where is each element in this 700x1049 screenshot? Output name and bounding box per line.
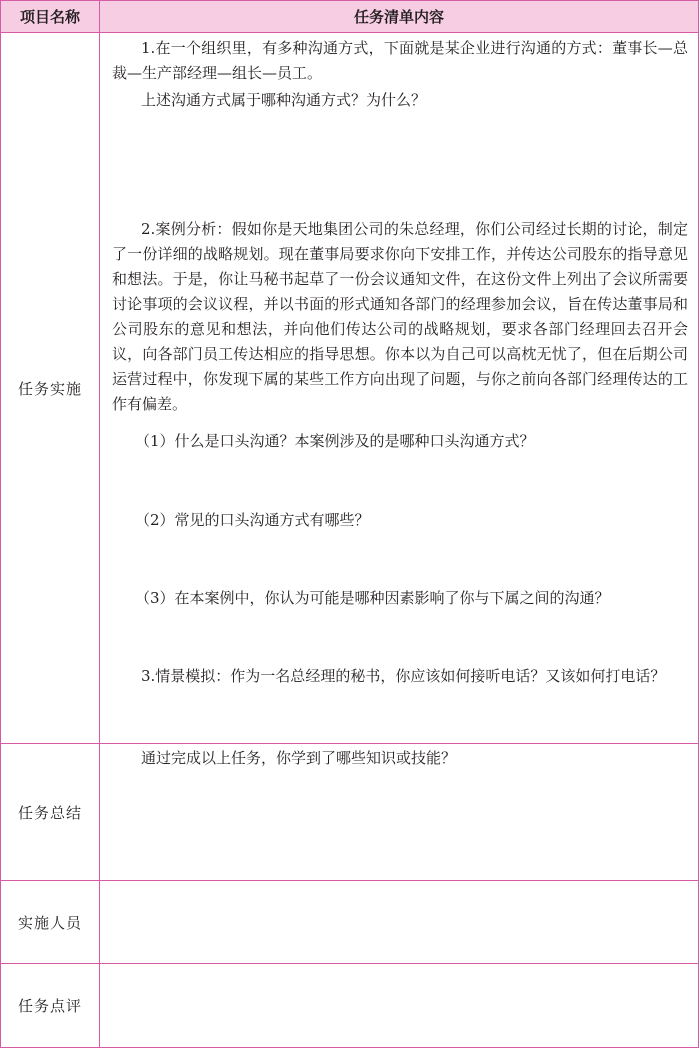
row-summary xyxy=(1,744,699,881)
implementation-content xyxy=(100,33,699,744)
header-project-name: 项目名称 xyxy=(1,1,100,33)
question-2-1: （1）什么是口头沟通？本案例涉及的是哪种口头沟通方式？ xyxy=(135,432,535,450)
question-1-prompt: 上述沟通方式属于哪种沟通方式？为什么？ xyxy=(141,91,427,109)
header-row xyxy=(1,1,699,33)
question-2-case: 2.案例分析：假如你是天地集团公司的朱总经理，你们公司经过长期的讨论，制定了一份详细的战略规划。现在董事局要求你向下安排工作，并传达公司股东的指导意见和想法。于是，你让马秘书起草了一份会议通知文件，在这份文件上列出了会议所需要讨论事项的会议议程，并以书面的形式通知各部门的经理参加会议，旨在传达董事局和公司股东的意见和想法，并向他们传达公司的战略规划，要求各部门经理回去召开会议，向各部门员工传达相应的指导思想。你本以为自己可以高枕无忧了，但在后期公司运营过程中，你发现下属的某些工作方向出现了问题，与你之前向各部门经理传达的工作有偏差。 xyxy=(112,220,688,413)
label-personnel: 实施人员 xyxy=(1,881,100,964)
row-personnel xyxy=(1,881,699,964)
row-review xyxy=(1,964,699,1048)
label-review: 任务点评 xyxy=(1,964,100,1048)
question-1: 1.在一个组织里，有多种沟通方式，下面就是某企业进行沟通的方式：董事长—总裁—生产部经理—组长—员工。 xyxy=(112,39,688,82)
label-summary: 任务总结 xyxy=(1,744,100,881)
review-content[interactable] xyxy=(100,964,699,1048)
summary-prompt: 通过完成以上任务，你学到了哪些知识或技能？ xyxy=(141,749,457,767)
row-implementation xyxy=(1,33,699,744)
question-3: 3.情景模拟：作为一名总经理的秘书，你应该如何接听电话？又该如何打电话？ xyxy=(141,667,666,685)
summary-content[interactable] xyxy=(100,744,699,881)
question-2-2: （2）常见的口头沟通方式有哪些？ xyxy=(135,511,370,529)
label-implementation: 任务实施 xyxy=(1,33,100,744)
header-task-content: 任务清单内容 xyxy=(100,1,699,33)
question-2-3: （3）在本案例中，你认为可能是哪种因素影响了你与下属之间的沟通？ xyxy=(135,589,610,607)
personnel-content[interactable] xyxy=(100,881,699,964)
